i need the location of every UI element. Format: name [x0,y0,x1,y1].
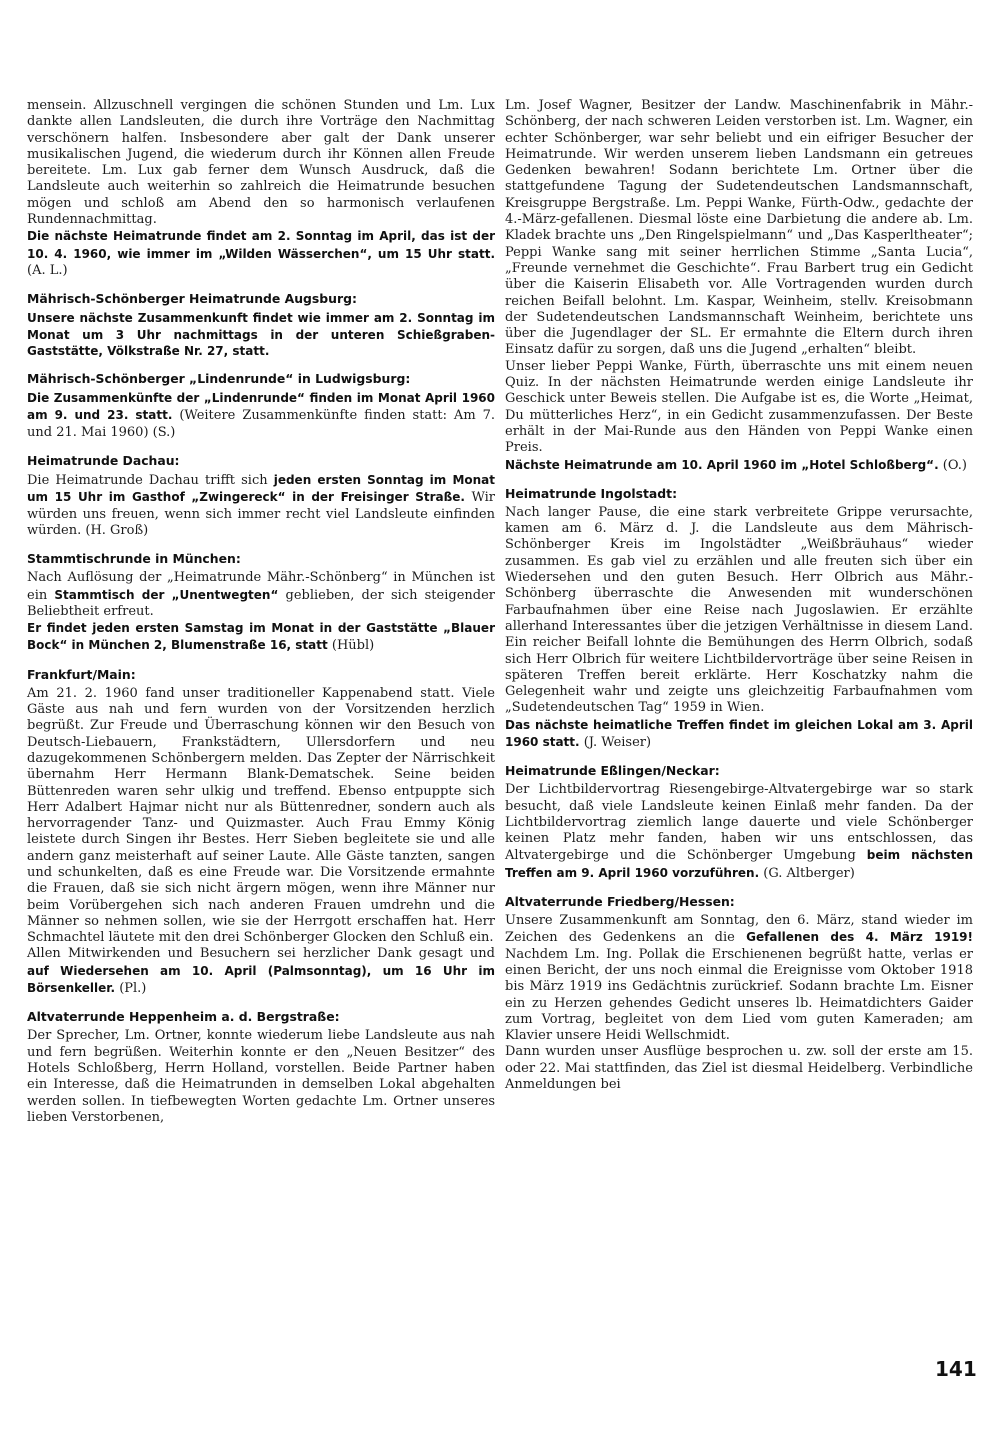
paragraph [27,472,495,539]
section-heading-muenchen: Stammtischrunde in München: [27,551,241,567]
section-heading-ludwigsburg: Mährisch-Schönberger „Lindenrunde“ in Ludwigsburg: [27,371,411,387]
paragraph [505,913,973,1044]
text-run: Nach Auflösung der „Heimatrunde Mähr.-Schönberg“ in München ist ein [27,570,495,603]
bold-text: Gefallenen des 4. März 1919! [746,930,974,945]
section-heading-ingolstadt: Heimatrunde Ingolstadt: [505,485,678,501]
announcement [505,717,973,752]
text-run: geblieben, der sich steigender Beliebtheit erfreut. [27,587,495,619]
section-heading-dachau: Heimatrunde Dachau: [27,453,180,469]
paragraph: Am 21. 2. 1960 fand unser traditioneller Kappenabend statt. Viele Gäste aus nah und fern wurden von der Vorsitzenden herzlich begrüßt. Zur Freude und Überraschung können wir den Besuch von Deutsch-Liebauern, Frankstädtern, Ullersdorfern und neu dazugekommenen Schönbergern melden. Das Zepter der Närrischkeit übernahm Herr Hermann Blank-Dematschek. Seine beiden Büttenreden waren sehr ulkig und treffend. Ebenso entpuppte sich Herr Adalbert Hajmar nicht nur als Büttenredner, sondern auch als hervorragender Tanz- und Quizmaster. Auch Frau Emmy König leistete durch Singen ihr Bestes. Herr Sieben begleitete sie und alle andern ganz meisterhaft auf seiner Laute. Alle Gäste tanzten, sangen und schunkelten, daß es eine Freude war. Die Vorsitzende ermahnte die Frauen, daß sie sich nicht ärgern mögen, wenn ihre Männer nur beim Vorübergehen sich nach anderen Frauen umdrehn und die Männer so nehmen sollen, wie sie der Herrgott erschaffen hat. Herr Schmachtel läutete mit den drei Schönberger Glocken den Schluß ein. [27,685,495,946]
bold-text: Nächste Heimatrunde am 10. April 1960 im „Hotel Schloßberg“. [505,457,939,472]
text-run: Wir würden uns freuen, wenn sich immer recht viel Landsleute einfinden würden. (H. Groß) [27,490,495,538]
paragraph [27,570,495,620]
bold-text: jeden ersten Sonntag im Monat um 15 Uhr im Gasthof „Zwingereck“ in der Freisinger Straße. [27,473,496,505]
text-run: Die Heimatrunde Dachau trifft sich [27,473,274,489]
bold-text: Stammtisch der „Unentwegten“ [54,587,279,602]
page-number: 141 [935,1357,977,1381]
author-note: (J. Weiser) [579,734,652,750]
author-note: (O.) [938,457,967,473]
right-column [505,98,973,1126]
announcement [27,228,495,279]
author-note: (G. Altberger) [759,865,855,881]
text-run: Nachdem Lm. Ing. Pollak die Erschienenen begrüßt hatte, verlas er einen Bericht, der uns noch einmal die Ereignisse vom Oktober 1918 bis März 1919 ins Gedächtnis zurückrief. Sodann brachte Lm. Eisner ein zu Herzen gehendes Gedicht unseres lb. Heimatdichters Gaider zum Vortrag, begleitet von dem Lied vom guten Kameraden; am Klavier unsere Heidi Wellschmidt. [505,946,973,1044]
paragraph: Der Sprecher, Lm. Ortner, konnte wiederum liebe Landsleute aus nah und fern begrüßen. Weiterhin konnte er den „Neuen Besitzer“ des Hotels Schloßberg, Herrn Holland, vorstellen. Beide Partner haben ein Interesse, daß die Heimatrunden in demselben Lokal abgehalten werden sollen. In tiefbewegten Worten gedachte Lm. Ortner unseres lieben Verstorbenen, [27,1028,495,1125]
page-body [27,98,973,1126]
paragraph: Dann wurden unser Ausflüge besprochen u. zw. soll der erste am 15. oder 22. Mai stattfinden, das Ziel ist diesmal Heidelberg. Verbindliche Anmeldungen bei [505,1044,973,1093]
bold-text: Die nächste Heimatrunde findet am 2. Sonntag im April, das ist der 10. 4. 1960, wie immer im „Wilden Wässerchen“, um 15 Uhr statt. [27,229,495,261]
paragraph: Nach langer Pause, die eine stark verbreitete Grippe verursachte, kamen am 6. März d. J. die Landsleute aus dem Mährisch-Schönberger Kreis im Ingolstädter „Weißbräuhaus“ wieder zusammen. Es gab viel zu erzählen und alle freuten sich über ein Wiedersehen und den guten Besuch. Herr Olbrich aus Mähr.-Schönberg überraschte die Anwesenden mit wunderschönen Farbaufnahmen über eine Reise nach Jugoslawien. Er erzählte allerhand Interessantes über die jetzigen Verhältnisse in diesem Land. Ein reicher Beifall lohnte die Bemühungen des Herrn Olbrich, sodaß sich Herr Olbrich für weitere Lichtbildervorträge über seine Reisen in späteren Treffen bereit erklärte. Herr Koschatzky nahm die Gelegenheit wahr und zeigte uns gleichzeitig Farbaufnahmen vom „Sudetendeutschen Tag“ 1959 in Wien. [505,504,973,716]
announcement: Unsere nächste Zusammenkunft findet wie immer am 2. Sonntag im Monat um 3 Uhr nachmittags in der unteren Schießgraben-Gaststätte, Völkstraße Nr. 27, statt. [27,311,495,358]
bold-text: Das nächste heimatliche Treffen findet im gleichen Lokal am 3. April 1960 statt. [505,717,973,749]
author-note: (Hübl) [327,638,375,654]
paragraph: Unser lieber Peppi Wanke, Fürth, überraschte uns mit einem neuen Quiz. In der nächsten Heimatrunde werden einige Landsleute ihr Geschick unter Beweis stellen. Die Aufgabe ist es, die Worte „Heimat, Du mütterliches Herz“, in ein Gedicht zusammenzufassen. Der Beste erhält in der Mai-Runde aus den Händen von Peppi Wanke einen Preis. [505,358,973,456]
text-run: Der Lichtbildervortrag Riesengebirge-Altvatergebirge war so stark besucht, daß viele Landsleute keinen Einlaß mehr fanden. Da der Lichtbildervortrag ziemlich lange dauerte und viele Schönberger keinen Platz mehr fanden, haben wir uns entschlossen, das Altvatergebirge und die Schönberger Umgebung [505,782,973,864]
author-note: (Pl.) [115,981,147,997]
paragraph [505,782,973,882]
left-column [27,98,495,1126]
announcement [505,457,973,474]
section-heading-augsburg: Mährisch-Schönberger Heimatrunde Augsburg: [27,291,357,307]
author-note: (A. L.) [27,262,68,278]
paragraph [27,946,495,997]
bold-text: Die Zusammenkünfte der „Lindenrunde“ finden im Monat April 1960 am 9. und 23. statt. [27,391,495,423]
bold-text: auf Wiedersehen am 10. April (Palmsonntag), um 16 Uhr im Börsenkeller. [27,963,495,996]
announcement [27,390,495,441]
bold-text: beim nächsten Treffen am 9. April 1960 vorzuführen. [505,848,973,880]
paragraph: Lm. Josef Wagner, Besitzer der Landw. Maschinenfabrik in Mähr.-Schönberg, der nach schweren Leiden verstorben ist. Lm. Wagner, ein echter Schönberger, war sehr beliebt und ein eifriger Besucher der Heimatrunde. Wir werden unserem lieben Landsmann ein getreues Gedenken bewahren! Sodann berichtete Lm. Ortner über die stattgefundene Tagung der Sudetendeutschen Landsmannschaft, Kreisgruppe Bergstraße. Lm. Peppi Wanke, Fürth-Odw., gedachte der 4.-März-gefallenen. Diesmal löste eine Darbietung die andere ab. Lm. Kladek brachte uns „Den Ringelspielmann“ und „Das Kasperltheater“; Peppi Wanke sang mit seiner herrlichen Stimme „Santa Lucia“, „Freunde vernehmet die Geschichte“. Frau Barbert trug ein Gedicht über die Kaiserin Elisabeth vor. Alle Vortragenden wurden durch reichen Beifall belohnt. Lm. Kaspar, Weinheim, stellv. Kreisobmann der Sudetendeutschen Landsmannschaft Weinheim, berichtete uns über die Jugendlager der SL. Er ermahnte die Eltern durch ihren Einsatz dafür zu sorgen, daß uns die Jugend „erhalten“ bleibt. [505,98,973,358]
text-run: Unsere Zusammenkunft am Sonntag, den 6. März, stand wieder im Zeichen des Gedenkens an die [505,913,973,946]
paragraph-tail: (Weitere Zusammenkünfte finden statt: Am 7. und 21. Mai 1960) (S.) [27,408,495,440]
bold-text: Er findet jeden ersten Samstag im Monat in der Gaststätte „Blauer Bock“ in München 2, Blumenstraße 16, statt [27,621,495,653]
section-heading-friedberg: Altvaterrunde Friedberg/Hessen: [505,894,735,910]
section-heading-frankfurt: Frankfurt/Main: [27,666,136,682]
paragraph: mensein. Allzuschnell vergingen die schönen Stunden und Lm. Lux dankte allen Landsleuten, die durch ihre Vorträge den Nachmittag verschönern halfen. Insbesondere aber galt der Dank unserer musikalischen Jugend, die wiederum durch ihr Können allen Freude bereitete. Lm. Lux gab ferner dem Wunsch Ausdruck, daß die Landsleute auch weiterhin so zahlreich die Heimatrunde besuchen mögen und schloß am Abend den so harmonisch verlaufenen Rundennachmittag. [27,98,495,228]
announcement [27,620,495,655]
section-heading-esslingen: Heimatrunde Eßlingen/Neckar: [505,763,720,779]
section-heading-heppenheim: Altvaterrunde Heppenheim a. d. Bergstraße: [27,1009,340,1025]
text-run: Allen Mitwirkenden und Besuchern sei herzlicher Dank gesagt und [27,946,495,962]
